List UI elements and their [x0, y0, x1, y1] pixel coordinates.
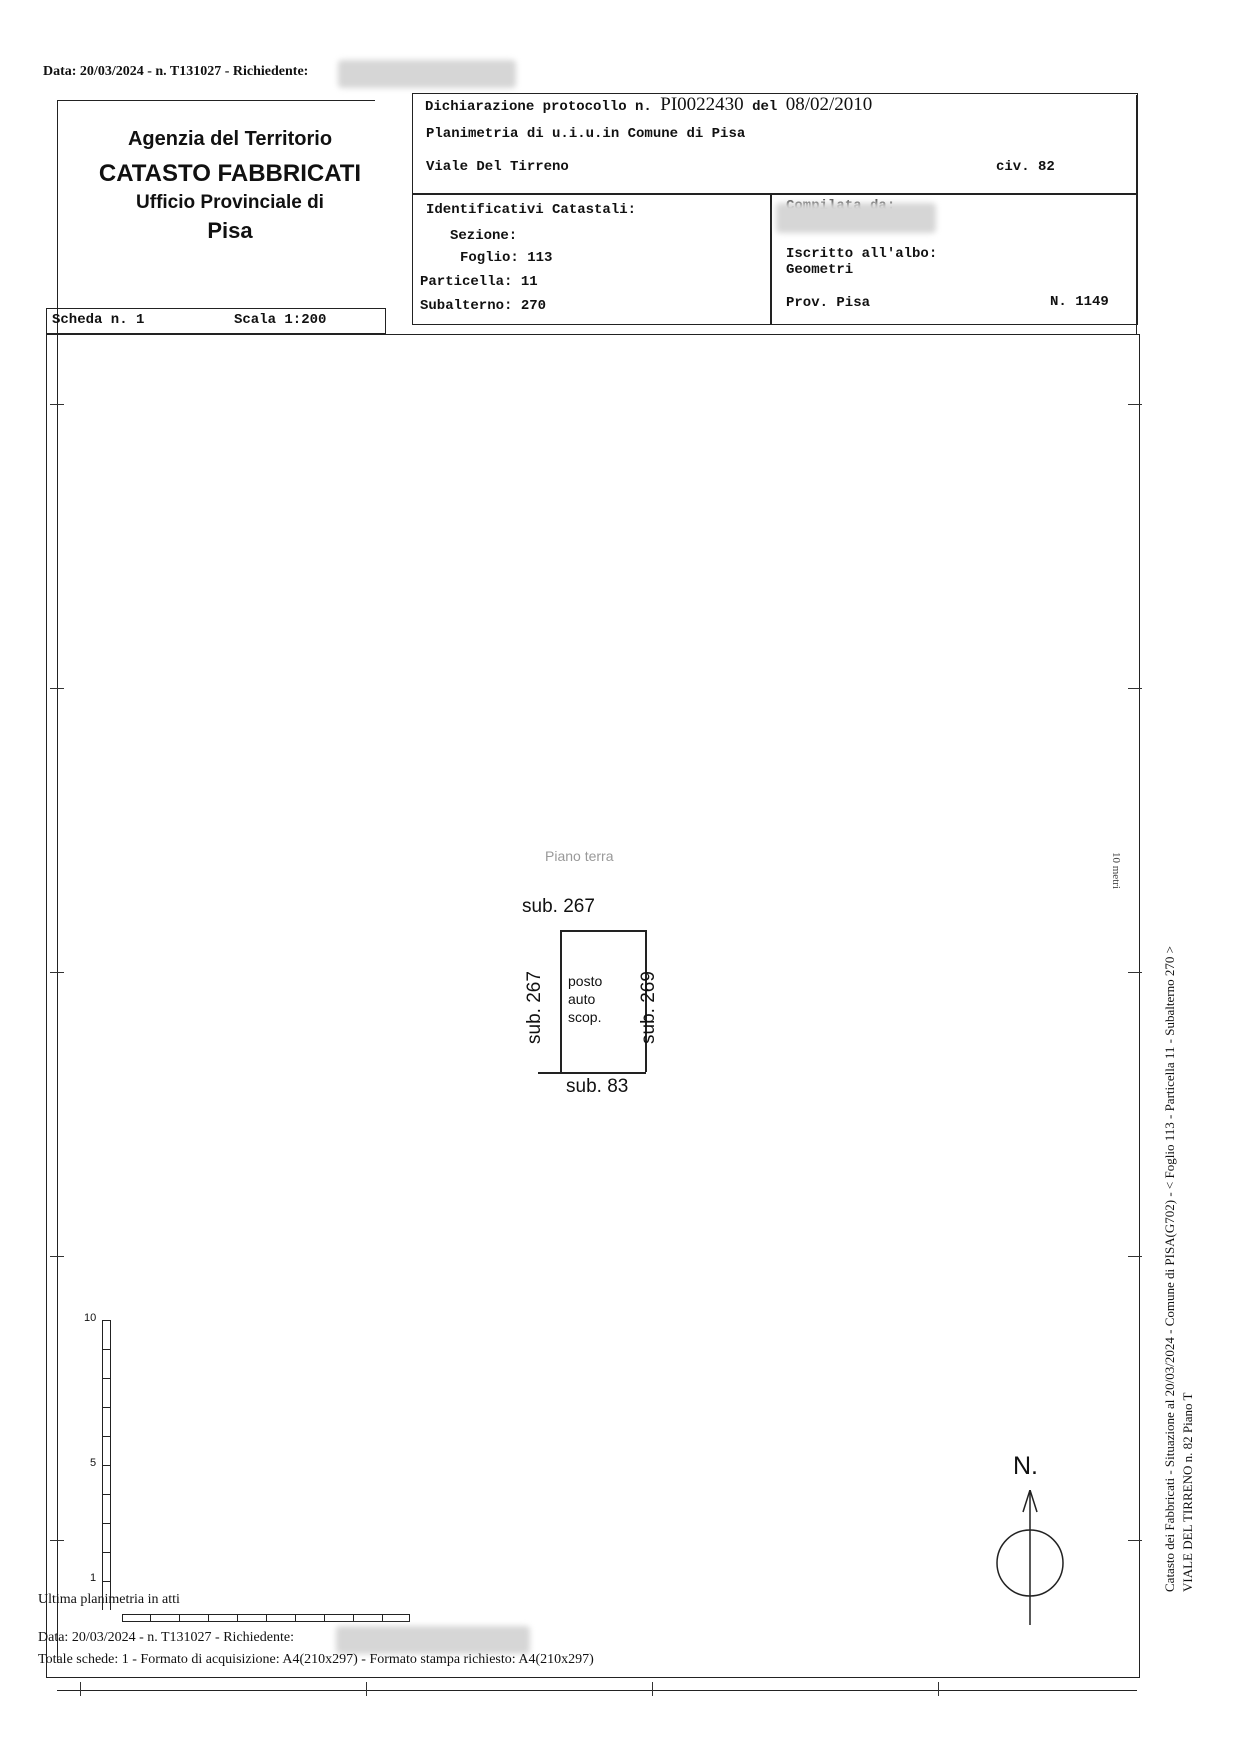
particella-label: Particella: — [420, 274, 513, 290]
dichiarazione-line — [425, 94, 872, 116]
room-line-3: scop. — [568, 1009, 602, 1025]
albo-value: Geometri — [786, 262, 854, 278]
scale-bar-h-tick — [382, 1614, 383, 1622]
reg-tick — [50, 688, 64, 689]
prov-label: Prov. Pisa — [786, 295, 871, 311]
sub-right-label: sub. 269 — [638, 971, 659, 1044]
subalterno-row — [420, 298, 546, 314]
footer-totale-line: Totale schede: 1 - Formato di acquisizione: A4(210x297) - Formato stampa richiesto: A4(210x297) — [38, 1652, 594, 1667]
particella-row — [420, 274, 538, 290]
scale-bar-h-tick — [237, 1614, 238, 1622]
agency-name: Agenzia del Territorio — [127, 128, 333, 150]
protocol-number: PI0022430 — [660, 94, 744, 115]
reg-tick — [938, 1682, 939, 1696]
sub-left-label: sub. 267 — [524, 971, 545, 1044]
scale-tick-5: 5 — [90, 1457, 97, 1469]
side-metri-label: 10 metri — [1110, 852, 1122, 889]
scale-tick-10: 10 — [84, 1312, 97, 1324]
foglio-row — [460, 250, 552, 266]
scala-label: Scala 1:200 — [234, 312, 327, 328]
floor-label: Piano terra — [545, 848, 614, 864]
reg-tick — [80, 1682, 81, 1696]
scale-bar-tick — [102, 1581, 111, 1582]
provincia-label: Pisa — [207, 218, 253, 243]
frame-top-left-line — [57, 100, 375, 101]
scale-bar-tick — [102, 1436, 111, 1437]
side-text-line-2: VIALE DEL TIRRENO n. 82 Piano T — [1180, 1392, 1195, 1592]
scale-bar-h-tick — [266, 1614, 267, 1622]
reg-tick — [366, 1682, 367, 1696]
frame-bottom-line — [57, 1690, 1137, 1691]
scheda-label: Scheda n. 1 — [52, 312, 145, 328]
sezione-row — [450, 228, 517, 244]
subalterno-label: Subalterno: — [420, 298, 513, 314]
scale-bar-h-tick — [208, 1614, 209, 1622]
reg-tick — [50, 1540, 64, 1541]
sub-bottom-label: sub. 83 — [566, 1076, 629, 1097]
del-label: del — [752, 99, 778, 115]
sub-top-label: sub. 267 — [522, 896, 595, 917]
scale-bar-h-tick — [353, 1614, 354, 1622]
scale-tick-1: 1 — [90, 1572, 97, 1584]
redacted-compiler — [776, 203, 936, 233]
dichiarazione-label: Dichiarazione protocollo n. — [425, 99, 652, 115]
scale-bar-tick — [102, 1349, 111, 1350]
redacted-footer-requester — [336, 1626, 530, 1654]
street-line: Viale Del Tirreno — [426, 159, 569, 175]
north-label: N. — [1013, 1452, 1038, 1480]
scale-bar-tick — [102, 1523, 111, 1524]
scale-bar-tick — [102, 1552, 111, 1553]
scale-bar-tick — [102, 1378, 111, 1379]
scale-bar-tick — [102, 1465, 111, 1466]
scale-bar-vertical-top — [102, 1320, 111, 1321]
room-label — [568, 972, 602, 1026]
identificativi-title: Identificativi Catastali: — [426, 202, 637, 218]
catasto-title: CATASTO FABBRICATI — [98, 160, 362, 187]
reg-tick — [50, 404, 64, 405]
plan-left-wall — [560, 930, 562, 1072]
reg-tick — [652, 1682, 653, 1696]
foglio-label: Foglio: — [460, 250, 519, 266]
civ-label: civ. — [996, 159, 1030, 175]
protocol-date: 08/02/2010 — [785, 94, 873, 115]
subalterno-value: 270 — [520, 298, 547, 314]
sezione-label: Sezione: — [450, 228, 518, 244]
scale-bar-h-tick — [150, 1614, 151, 1622]
ufficio-label: Ufficio Provinciale di — [136, 192, 324, 213]
reg-tick — [1128, 404, 1142, 405]
header-col-divider — [770, 193, 772, 325]
room-line-1: posto — [568, 973, 603, 989]
reg-tick — [1128, 972, 1142, 973]
scale-bar-h-tick — [179, 1614, 180, 1622]
civ-number: 82 — [1038, 159, 1055, 175]
side-text-line-1: Catasto dei Fabbricati - Situazione al 20/03/2024 - Comune di PISA(G702) - < Foglio 113 - Particella 11 - Subalterno 270 > — [1162, 946, 1177, 1592]
n-value: 1149 — [1075, 294, 1109, 310]
plan-bottom-wall — [538, 1072, 646, 1074]
scale-bar-h-tick — [295, 1614, 296, 1622]
scale-bar-h-tick — [324, 1614, 325, 1622]
footer-data-line: Data: 20/03/2024 - n. T131027 - Richiedente: — [38, 1630, 294, 1645]
request-line: Data: 20/03/2024 - n. T131027 - Richiedente: — [43, 64, 309, 79]
reg-tick — [1128, 688, 1142, 689]
scale-bar-tick — [102, 1407, 111, 1408]
foglio-value: 113 — [527, 250, 553, 266]
albo-number — [1050, 294, 1109, 310]
reg-tick — [1128, 1256, 1142, 1257]
scale-bar-tick — [102, 1494, 111, 1495]
iscritto-label: Iscritto all'albo: — [786, 246, 938, 262]
reg-tick — [1128, 1540, 1142, 1541]
plan-top-wall — [560, 930, 646, 932]
n-label: N. — [1050, 294, 1067, 310]
civ-line — [996, 159, 1055, 175]
particella-value: 11 — [520, 274, 538, 290]
redacted-requester — [338, 60, 516, 88]
footer-ultima: Ultima planimetria in atti — [38, 1592, 180, 1607]
north-arrow-icon — [990, 1490, 1070, 1630]
header-divider — [412, 193, 1138, 195]
reg-tick — [50, 972, 64, 973]
reg-tick — [50, 1256, 64, 1257]
planimetria-line: Planimetria di u.i.u.in Comune di Pisa — [426, 126, 746, 142]
room-line-2: auto — [568, 991, 596, 1007]
